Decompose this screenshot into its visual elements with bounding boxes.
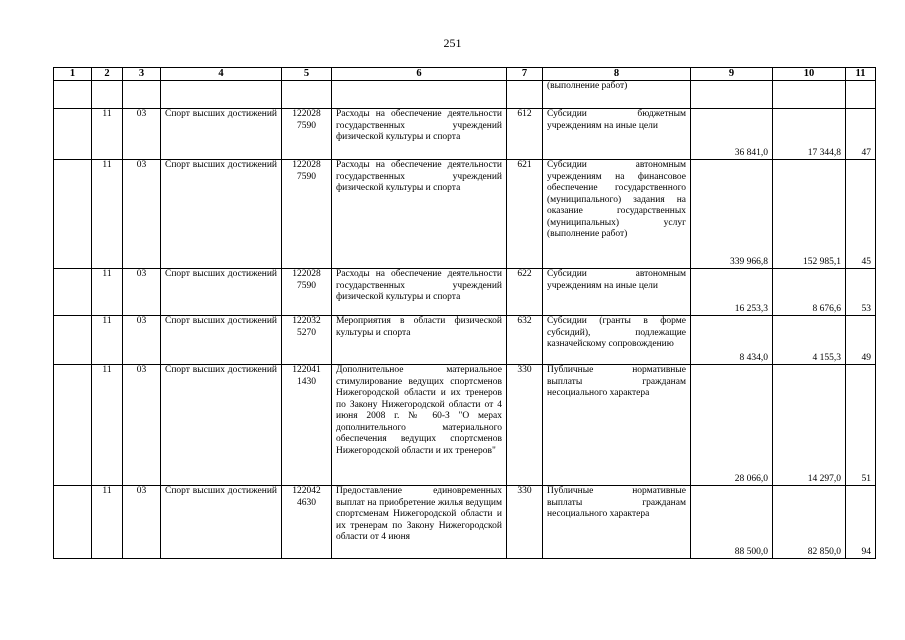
cell-empty <box>54 486 92 559</box>
target-code-part-2: 7590 <box>297 120 316 131</box>
cell-expense-code: 330 <box>507 486 543 559</box>
cell-subsection-name: Спорт высших достижений <box>161 109 282 160</box>
cell-subsection: 03 <box>123 365 161 486</box>
target-code-part-2: 4630 <box>297 497 316 508</box>
target-code-part-2: 5270 <box>297 327 316 338</box>
cell-target-name: Расходы на обеспечение деятельности государственных учреждений физической культуры и спорта <box>332 269 507 316</box>
header-row <box>54 68 876 81</box>
cell-target-name: Расходы на обеспечение деятельности государственных учреждений физической культуры и спорта <box>332 160 507 269</box>
cell-subsection: 03 <box>123 109 161 160</box>
cell-subsection-name: Спорт высших достижений <box>161 365 282 486</box>
cell-empty <box>54 109 92 160</box>
cell-section: 11 <box>92 316 123 365</box>
table-row <box>54 486 876 559</box>
target-code-part-1: 122028 <box>292 160 321 170</box>
continuation-row <box>54 81 876 109</box>
header-col-9: 9 <box>691 68 773 81</box>
cell-percent: 49 <box>846 316 876 365</box>
cell-planned-amount: 8 434,0 <box>691 316 773 365</box>
cell-empty <box>773 81 846 109</box>
target-code-part-1: 122028 <box>292 109 321 119</box>
cell-subsection: 03 <box>123 160 161 269</box>
target-code-part-2: 7590 <box>297 171 316 182</box>
cell-planned-amount: 28 066,0 <box>691 365 773 486</box>
header-col-3: 3 <box>123 68 161 81</box>
cell-empty <box>54 160 92 269</box>
cell-expense-type: Публичные нормативные выплаты гражданам несоциального характера <box>543 365 691 486</box>
cell-percent: 53 <box>846 269 876 316</box>
cell-planned-amount: 36 841,0 <box>691 109 773 160</box>
cell-expense-type: Субсидии (гранты в форме субсидий), подлежащие казначейскому сопровождению <box>543 316 691 365</box>
cell-expense-code: 330 <box>507 365 543 486</box>
cell-subsection-name: Спорт высших достижений <box>161 486 282 559</box>
header-col-4: 4 <box>161 68 282 81</box>
cell-subsection: 03 <box>123 269 161 316</box>
cell-empty <box>846 81 876 109</box>
cell-empty <box>54 81 92 109</box>
cell-section: 11 <box>92 486 123 559</box>
cell-target-code <box>282 316 332 365</box>
cell-empty <box>92 81 123 109</box>
cell-expense-code: 612 <box>507 109 543 160</box>
cell-executed-amount: 14 297,0 <box>773 365 846 486</box>
cell-section: 11 <box>92 365 123 486</box>
table-row <box>54 316 876 365</box>
cell-percent: 45 <box>846 160 876 269</box>
target-code-part-1: 122032 <box>292 316 321 326</box>
cell-executed-amount: 82 850,0 <box>773 486 846 559</box>
target-code-part-1: 122028 <box>292 269 321 279</box>
cell-empty <box>54 365 92 486</box>
target-code-part-2: 7590 <box>297 280 316 291</box>
cell-target-code <box>282 160 332 269</box>
cell-target-name: Мероприятия в области физической культуры и спорта <box>332 316 507 365</box>
cell-executed-amount: 152 985,1 <box>773 160 846 269</box>
cell-expense-code: 622 <box>507 269 543 316</box>
cell-expense-code: 632 <box>507 316 543 365</box>
cell-executed-amount: 4 155,3 <box>773 316 846 365</box>
cell-empty <box>161 81 282 109</box>
page-number: 251 <box>443 36 462 50</box>
cell-section: 11 <box>92 269 123 316</box>
header-col-5: 5 <box>282 68 332 81</box>
cell-expense-type: Субсидии автономным учреждениям на финансовое обеспечение государственного (муниципального) задания на оказание государственных (муниципальных) услуг (выполнение работ) <box>543 160 691 269</box>
cell-subsection-name: Спорт высших достижений <box>161 316 282 365</box>
cell-executed-amount: 8 676,6 <box>773 269 846 316</box>
cell-empty <box>691 81 773 109</box>
target-code-part-2: 1430 <box>297 376 316 387</box>
cell-empty <box>54 269 92 316</box>
cell-expense-type: (выполнение работ) <box>543 81 691 109</box>
cell-subsection-name: Спорт высших достижений <box>161 269 282 316</box>
target-code-part-1: 122042 <box>292 486 321 496</box>
table-row <box>54 365 876 486</box>
cell-subsection: 03 <box>123 486 161 559</box>
cell-executed-amount: 17 344,8 <box>773 109 846 160</box>
cell-subsection-name: Спорт высших достижений <box>161 160 282 269</box>
cell-percent: 94 <box>846 486 876 559</box>
target-code-part-1: 122041 <box>292 365 321 375</box>
cell-target-code <box>282 365 332 486</box>
cell-empty <box>507 81 543 109</box>
cell-planned-amount: 88 500,0 <box>691 486 773 559</box>
cell-section: 11 <box>92 109 123 160</box>
cell-percent: 51 <box>846 365 876 486</box>
table-row <box>54 269 876 316</box>
cell-target-name: Расходы на обеспечение деятельности государственных учреждений физической культуры и спорта <box>332 109 507 160</box>
header-col-6: 6 <box>332 68 507 81</box>
header-col-7: 7 <box>507 68 543 81</box>
cell-target-name: Предоставление единовременных выплат на приобретение жилья ведущим спортсменам Нижегородской области и их тренерам по Закону Нижегородской области от 4 июня <box>332 486 507 559</box>
cell-target-code <box>282 269 332 316</box>
cell-percent: 47 <box>846 109 876 160</box>
cell-planned-amount: 16 253,3 <box>691 269 773 316</box>
cell-expense-type: Субсидии бюджетным учреждениям на иные цели <box>543 109 691 160</box>
cell-expense-type: Публичные нормативные выплаты гражданам несоциального характера <box>543 486 691 559</box>
header-col-1: 1 <box>54 68 92 81</box>
cell-planned-amount: 339 966,8 <box>691 160 773 269</box>
cell-target-name: Дополнительное материальное стимулирование ведущих спортсменов Нижегородской области и их тренеров по Закону Нижегородской области от 4 июня 2008 г. № 60-З "О мерах дополнительного материального обеспечения ведущих спортсменов Нижегородской области и их тренеров" <box>332 365 507 486</box>
cell-expense-type: Субсидии автономным учреждениям на иные цели <box>543 269 691 316</box>
cell-empty <box>54 316 92 365</box>
cell-section: 11 <box>92 160 123 269</box>
cell-subsection: 03 <box>123 316 161 365</box>
table-row <box>54 109 876 160</box>
cell-target-code <box>282 486 332 559</box>
cell-empty <box>123 81 161 109</box>
header-col-2: 2 <box>92 68 123 81</box>
header-col-10: 10 <box>773 68 846 81</box>
header-col-8: 8 <box>543 68 691 81</box>
header-col-11: 11 <box>846 68 876 81</box>
cell-target-code <box>282 109 332 160</box>
cell-expense-code: 621 <box>507 160 543 269</box>
cell-empty <box>282 81 332 109</box>
cell-empty <box>332 81 507 109</box>
table-row <box>54 160 876 269</box>
budget-table <box>53 67 876 559</box>
